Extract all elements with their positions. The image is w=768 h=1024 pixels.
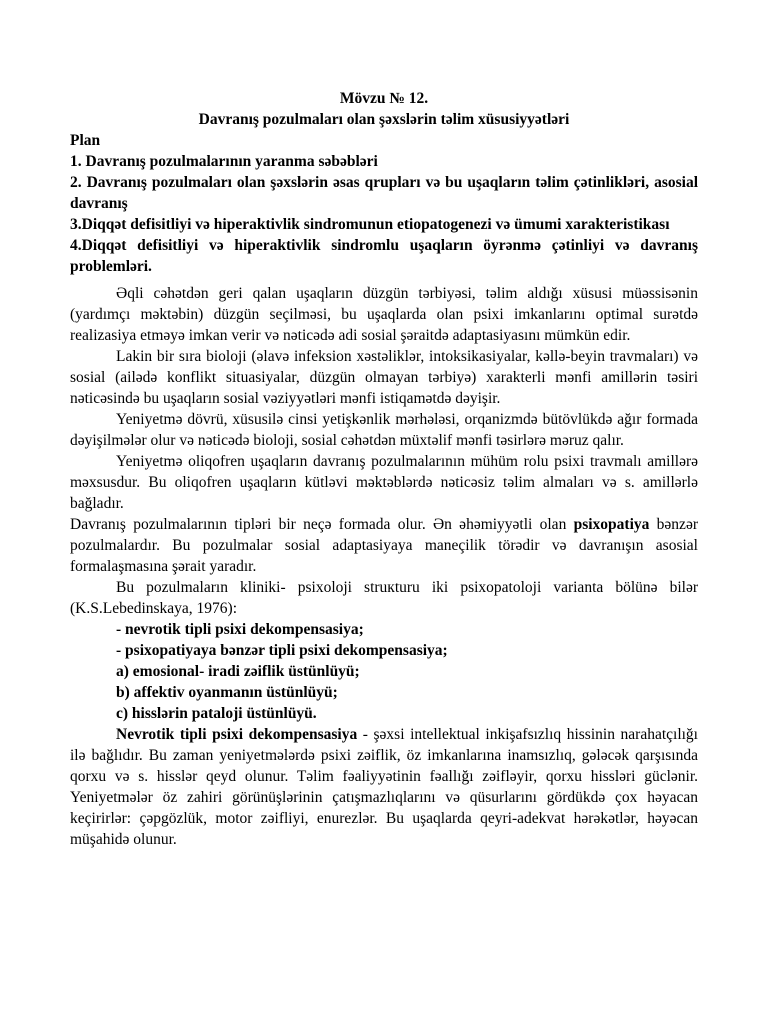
document-page — [70, 88, 698, 850]
document-title: Davranış pozulmaları olan şəxslərin təlim xüsusiyyətləri — [198, 111, 570, 128]
paragraph-7-rest: - şəxsi intellektual inkişafsızlıq hissinin narahatçılığı ilə bağlıdır. Bu zaman yeniyetmələrdə psixi zəiflik, öz imkanlarına inamsızlıq, gələcək qarşısında qorxu və s. hisslər qeyd olunur. Təlim fəaliyyətinin fəallığı zəifləyir, qorxu hissləri güclənir. Yeniyetmələr öz zahiri görünüşlərinin çatışmazlıqlarını və qüsurlarını gördükdə çox həyacan keçirirlər: çəpgözlük, motor zəifliyi, enurezlər. Bu uşaqlarda qeyri-adekvat hərəkətlər, həyəcan müşahidə olunur. — [70, 726, 698, 848]
list-item: b) affektiv oyanmanın üstünlüyü; — [116, 684, 338, 701]
paragraph-5 — [70, 514, 698, 577]
paragraph-5-start: Davranış pozulmalarının tipləri bir neçə formada olur. Ən əhəmiyyətli olan — [70, 516, 574, 533]
paragraph-4: Yeniyetmə oliqofren uşaqların davranış pozulmalarının mühüm rolu psixi travmalı amillərə məxsusdur. Bu oliqofren uşaqların kütləvi məktəblərdə nəticəsiz təlim almaları və s. amillərlə bağladır. — [70, 453, 698, 512]
list-item: a) emosional- iradi zəiflik üstünlüyü; — [116, 663, 360, 680]
paragraph-1: Əqli cəhətdən geri qalan uşaqların düzgün tərbiyəsi, təlim aldığı xüsusi müəssisənin (yardımçı məktəbin) düzgün seçilməsi, bu uşaqlarda olan psixi imkanlarını optimal surətdə realizasiya etməyə imkan verir və nəticədə adi sosial şəraitdə adaptasiyasını mümkün edir. — [70, 285, 698, 344]
paragraph-6: Bu pozulmaların kliniki- psixoloji struкturu iki psixopatoloji varianta bölünə bilər (K.S.Lebedinskaya, 1976): — [70, 579, 698, 617]
paragraph-5-end: bənzər pozulmalardır. Bu pozulmalar sosial adaptasiyaya maneçilik törədir və davranışın asosial formalaşmasına şərait yaradır. — [70, 516, 698, 575]
nevrotik-term: Nevrotik tipli psixi dekompensasiya — [116, 726, 358, 743]
plan-item-4: 4.Diqqət defisitliyi və hiperaktivlik sindromlu uşaqların öyrənmə çətinliyi və davranış problemləri. — [70, 237, 698, 275]
topic-number: Mövzu № 12. — [339, 90, 429, 107]
paragraph-2: Lakin bir sıra bioloji (əlavə infeksion xəstəliklər, intoksikasiyalar, kəllə-beyin travmaları) və sosial (ailədə konflikt situasiyalar, düzgün olmayan tərbiyə) xarakterli mənfi amillərin təsiri nəticəsində bu uşaqların sosial vəziyyətləri mənfi istiqamətdə dəyişir. — [70, 348, 698, 407]
plan-item-3: 3.Diqqət defisitliyi və hiperaktivlik sindromunun etiopatogenezi və ümumi xarakteristikası — [70, 216, 670, 233]
list-item: - nevrotik tipli psixi dekompensasiya; — [116, 621, 364, 638]
psixopatiya-term: psixopatiya — [573, 516, 650, 533]
list-item: c) hisslərin pataloji üstünlüyü. — [116, 705, 317, 722]
plan-item-2: 2. Davranış pozulmaları olan şəxslərin əsas qrupları və bu uşaqların təlim çətinlikləri, asosial davranış — [70, 174, 698, 212]
paragraph-3: Yeniyetmə dövrü, xüsusilə cinsi yetişkənlik mərhələsi, orqanizmdə bütövlükdə ağır formada dəyişilmələr olur və nəticədə bioloji, sosial cəhətdən müxtəlif mənfi təsirlərə məruz qalır. — [70, 411, 698, 449]
plan-heading: Plan — [70, 132, 101, 149]
plan-item-1: 1. Davranış pozulmalarının yaranma səbəbləri — [70, 153, 378, 170]
paragraph-7 — [70, 724, 698, 850]
list-item: - psixopatiyaya bənzər tipli psixi dekompensasiya; — [116, 642, 448, 659]
